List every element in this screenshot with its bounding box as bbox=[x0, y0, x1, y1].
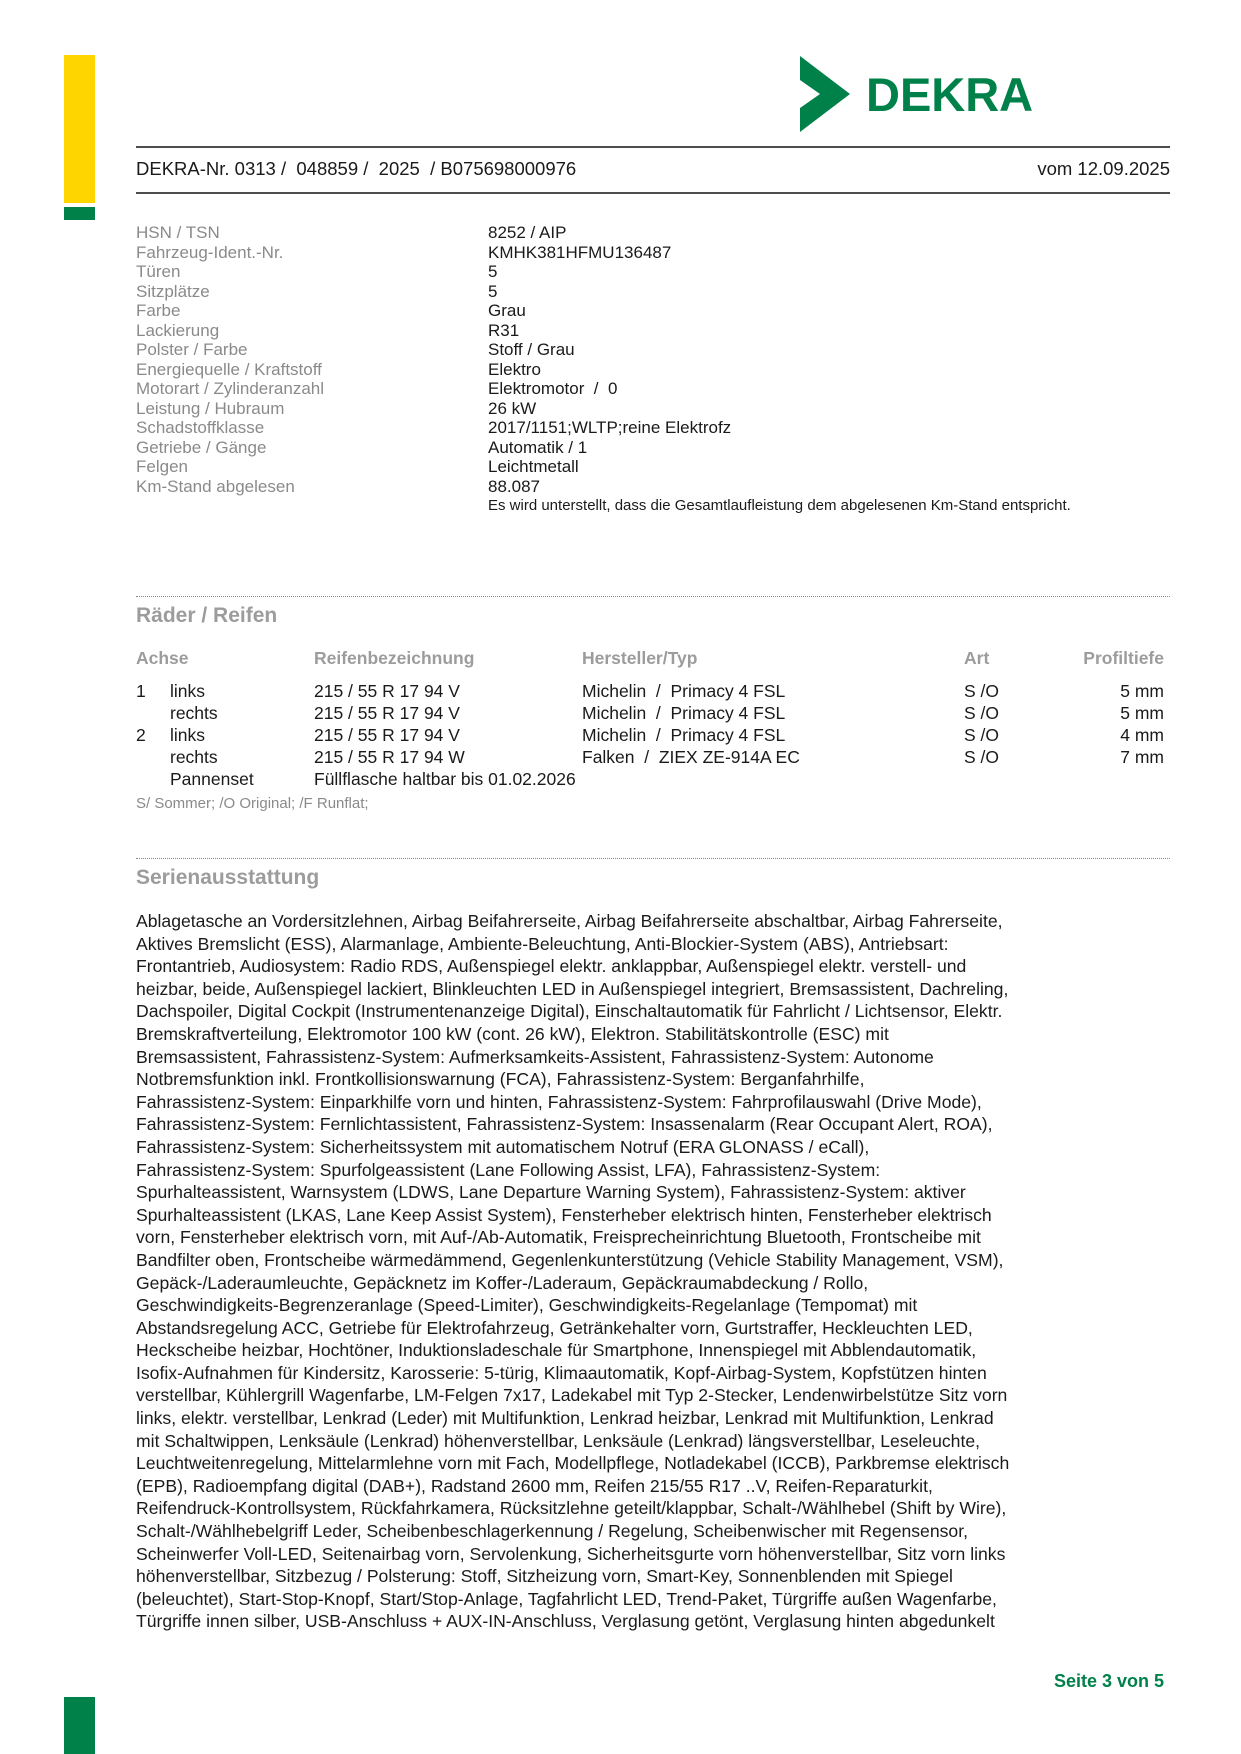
column-achse: Achse bbox=[136, 648, 189, 668]
vehicle-data-value: Automatik / 1 bbox=[488, 437, 588, 457]
tire-row bbox=[136, 680, 1164, 702]
vehicle-data-value: 26 kW bbox=[488, 398, 537, 418]
dekra-logo-text: DEKRA bbox=[866, 67, 1034, 121]
tire-table-body bbox=[136, 680, 1164, 790]
tire-maker: Michelin / Primacy 4 FSL bbox=[582, 703, 786, 723]
equipment-line: Aktives Bremslicht (ESS), Alarmanlage, Ambiente-Beleuchtung, Anti-Blockier-System (ABS), Antriebsart: bbox=[136, 933, 949, 954]
tire-maker bbox=[582, 768, 964, 790]
vehicle-data-row bbox=[136, 282, 1170, 302]
vehicle-data-value: KMHK381HFMU136487 bbox=[488, 242, 672, 262]
equipment-line: Geschwindigkeits-Begrenzeranlage (Speed-Limiter), Geschwindigkeits-Regelanlage (Tempomat) mit bbox=[136, 1295, 918, 1316]
tire-row bbox=[136, 746, 1164, 768]
equipment-line: Leuchtweitenregelung, Mittelarmlehne vorn mit Fach, Modellpflege, Notladekabel (ICCB), Parkbremse elektrisch bbox=[136, 1453, 1010, 1474]
tire-art bbox=[964, 768, 1054, 790]
column-reifenbezeichnung: Reifenbezeichnung bbox=[314, 648, 475, 668]
section-divider-tires bbox=[136, 596, 1170, 597]
tire-art: S /O bbox=[964, 725, 1000, 745]
tire-maker: Michelin / Primacy 4 FSL bbox=[582, 681, 786, 701]
tire-row bbox=[136, 768, 1164, 790]
left-green-bar bbox=[64, 207, 95, 220]
vehicle-data-row bbox=[136, 340, 1170, 360]
vehicle-data-row bbox=[136, 301, 1170, 321]
section-divider-equipment bbox=[136, 858, 1170, 859]
vehicle-data-label: Km-Stand abgelesen bbox=[136, 476, 295, 496]
equipment-line: links, elektr. verstellbar, Lenkrad (Leder) mit Multifunktion, Lenkrad heizbar, Lenkrad mit Multifunktion, Lenkrad bbox=[136, 1408, 994, 1429]
tire-depth bbox=[1054, 768, 1164, 790]
tire-axle: 2 bbox=[136, 725, 146, 745]
header-rule-top bbox=[136, 146, 1170, 148]
equipment-line: Türgriffe innen silber, USB-Anschluss + AUX-IN-Anschluss, Verglasung getönt, Verglasung hinten abgedunkelt bbox=[136, 1611, 995, 1632]
tire-axle bbox=[136, 702, 170, 724]
vehicle-data-value: 2017/1151;WLTP;reine Elektrofz bbox=[488, 418, 732, 437]
tire-axle bbox=[136, 768, 170, 790]
vehicle-data-label: Schadstoffklasse bbox=[136, 418, 265, 437]
equipment-line: höhenverstellbar, Sitzbezug / Polsterung: Stoff, Sitzheizung vorn, Smart-Key, Sonnenblenden mit Spiegel bbox=[136, 1566, 953, 1587]
tire-designation: 215 / 55 R 17 94 V bbox=[314, 703, 460, 723]
vehicle-data-value: 5 bbox=[488, 262, 498, 281]
vehicle-data-value: Grau bbox=[488, 301, 526, 320]
vehicle-data-label: Energiequelle / Kraftstoff bbox=[136, 359, 322, 379]
vehicle-data-value: Elektromotor / 0 bbox=[488, 379, 618, 398]
vehicle-data-value: 5 bbox=[488, 281, 498, 301]
vehicle-data-row bbox=[136, 243, 1170, 263]
equipment-line: Dachspoiler, Digital Cockpit (Instrumentenanzeige Digital), Einschaltautomatik für Fahrlicht / Lichtsensor, Elektr. bbox=[136, 1001, 1003, 1022]
vehicle-data-value: Stoff / Grau bbox=[488, 340, 575, 359]
equipment-line: Fahrassistenz-System: Fernlichtassistent, Fahrassistenz-System: Insassenalarm (Rear Occupant Alert, ROA), bbox=[136, 1114, 993, 1135]
vehicle-data-row bbox=[136, 399, 1170, 419]
tire-designation: 215 / 55 R 17 94 V bbox=[314, 725, 460, 745]
equipment-line: Abstandsregelung ACC, Getriebe für Elektrofahrzeug, Getränkehalter vorn, Gurtstraffer, Heckleuchten LED, bbox=[136, 1317, 973, 1338]
tire-row bbox=[136, 724, 1164, 746]
tire-depth: 4 mm bbox=[1120, 725, 1164, 745]
vehicle-data-label: Sitzplätze bbox=[136, 281, 210, 301]
column-hersteller-typ: Hersteller/Typ bbox=[582, 648, 698, 668]
vehicle-data-label: Fahrzeug-Ident.-Nr. bbox=[136, 242, 284, 262]
vehicle-data-label: Polster / Farbe bbox=[136, 340, 248, 359]
tire-art: S /O bbox=[964, 681, 1000, 701]
tire-axle bbox=[136, 746, 170, 768]
equipment-line: Fahrassistenz-System: Einparkhilfe vorn und hinten, Fahrassistenz-System: Fahrprofilauswahl (Drive Mode), bbox=[136, 1091, 982, 1112]
vehicle-data-label: Farbe bbox=[136, 301, 181, 320]
vehicle-data-value: Elektro bbox=[488, 359, 541, 379]
tire-depth: 7 mm bbox=[1120, 747, 1164, 767]
equipment-line: vorn, Fensterheber elektrisch vorn, mit Auf-/Ab-Automatik, Freisprecheinrichtung Bluetooth, Frontscheibe mit bbox=[136, 1227, 981, 1248]
column-profiltiefe: Profiltiefe bbox=[1083, 648, 1164, 668]
equipment-line: Frontantrieb, Audiosystem: Radio RDS, Außenspiegel elektr. anklappbar, Außenspiegel elektr. verstell- und bbox=[136, 956, 967, 977]
page-number: Seite 3 von 5 bbox=[1053, 1671, 1164, 1691]
tire-side: rechts bbox=[170, 747, 218, 767]
document-number-row bbox=[136, 158, 1170, 180]
dekra-arrow-icon bbox=[798, 56, 852, 132]
tire-maker: Michelin / Primacy 4 FSL bbox=[582, 725, 786, 745]
equipment-line: (beleuchtet), Start-Stop-Knopf, Start/Stop-Anlage, Tagfahrlicht LED, Trend-Paket, Türgriffe außen Wagenfarbe, bbox=[136, 1588, 997, 1609]
tire-art: S /O bbox=[964, 747, 1000, 767]
vehicle-data-section bbox=[136, 223, 1170, 496]
tire-designation: 215 / 55 R 17 94 V bbox=[314, 681, 460, 701]
equipment-line: Ablagetasche an Vordersitzlehnen, Airbag Beifahrerseite, Airbag Beifahrerseite abschaltbar, Airbag Fahrerseite, bbox=[136, 911, 1003, 931]
tire-side: links bbox=[170, 725, 206, 745]
vehicle-data-label: Getriebe / Gänge bbox=[136, 437, 267, 457]
vehicle-data-value: R31 bbox=[488, 320, 520, 340]
tire-depth: 5 mm bbox=[1120, 703, 1164, 723]
equipment-line: Notbremsfunktion inkl. Frontkollisionswarnung (FCA), Fahrassistenz-System: Berganfahrhilfe, bbox=[136, 1069, 865, 1090]
vehicle-data-label: Lackierung bbox=[136, 320, 220, 340]
vehicle-data-row bbox=[136, 321, 1170, 341]
vehicle-data-row bbox=[136, 438, 1170, 458]
equipment-line: Gepäck-/Laderaumleuchte, Gepäcknetz im Koffer-/Laderaum, Gepäckraumabdeckung / Rollo, bbox=[136, 1272, 869, 1293]
equipment-line: Reifendruck-Kontrollsystem, Rückfahrkamera, Rücksitzlehne geteilt/klappbar, Schalt-/Wählhebel (Shift by Wire), bbox=[136, 1498, 1007, 1519]
document-date: vom 12.09.2025 bbox=[1037, 158, 1170, 179]
equipment-line: Spurhalteassistent, Warnsystem (LDWS, Lane Departure Warning System), Fahrassistenz-System: aktiver bbox=[136, 1182, 966, 1203]
vehicle-data-row bbox=[136, 457, 1170, 477]
header-rule-bottom bbox=[136, 192, 1170, 194]
tire-maker: Falken / ZIEX ZE-914A EC bbox=[582, 747, 800, 767]
vehicle-data-row bbox=[136, 477, 1170, 497]
vehicle-data-value: Leichtmetall bbox=[488, 457, 579, 476]
equipment-line: Scheinwerfer Voll-LED, Seitenairbag vorn, Servolenkung, Sicherheitsgurte vorn höhenverstellbar, Sitz vorn links bbox=[136, 1543, 1006, 1564]
equipment-line: verstellbar, Kühlergrill Wagenfarbe, LM-Felgen 7x17, Ladekabel mit Typ 2-Stecker, Lendenwirbelstütze Sitz vorn bbox=[136, 1385, 1008, 1406]
dekra-number: DEKRA-Nr. 0313 / 048859 / 2025 / B075698000976 bbox=[136, 158, 577, 179]
left-yellow-bar bbox=[64, 55, 95, 203]
equipment-line: Fahrassistenz-System: Sicherheitssystem mit automatischem Notruf (ERA GLONASS / eCall), bbox=[136, 1136, 870, 1157]
vehicle-data-label: HSN / TSN bbox=[136, 223, 220, 242]
tire-table-header bbox=[136, 648, 1164, 669]
equipment-text bbox=[136, 910, 1176, 1633]
equipment-line: heizbar, beide, Außenspiegel lackiert, Blinkleuchten LED in Außenspiegel integriert, Bremsassistent, Dachreling, bbox=[136, 978, 1009, 999]
vehicle-data-row bbox=[136, 360, 1170, 380]
equipment-line: mit Schaltwippen, Lenksäule (Lenkrad) höhenverstellbar, Lenksäule (Lenkrad) längsverstellbar, Leseleuchte, bbox=[136, 1430, 981, 1451]
tire-legend: S/ Sommer; /O Original; /F Runflat; bbox=[136, 795, 369, 812]
vehicle-data-label: Motorart / Zylinderanzahl bbox=[136, 379, 325, 398]
tire-side: Pannenset bbox=[170, 769, 254, 789]
tire-designation: 215 / 55 R 17 94 W bbox=[314, 747, 465, 767]
tire-designation: Füllflasche haltbar bis 01.02.2026 bbox=[314, 769, 576, 789]
equipment-line: Bremskraftverteilung, Elektromotor 100 kW (cont. 26 kW), Elektron. Stabilitätskontrolle (ESC) mit bbox=[136, 1023, 889, 1044]
tires-section-heading: Räder / Reifen bbox=[136, 604, 278, 627]
equipment-line: Bremsassistent, Fahrassistenz-System: Aufmerksamkeits-Assistent, Fahrassistenz-System: Autonome bbox=[136, 1046, 934, 1067]
equipment-line: Heckscheibe heizbar, Hochtöner, Induktionsladeschale für Smartphone, Innenspiegel mit Abblendautomatik, bbox=[136, 1340, 977, 1361]
vehicle-data-row bbox=[136, 379, 1170, 399]
vehicle-data-row bbox=[136, 262, 1170, 282]
bottom-green-bar bbox=[64, 1697, 95, 1754]
vehicle-data-row bbox=[136, 418, 1170, 438]
equipment-section-heading: Serienausstattung bbox=[136, 866, 320, 889]
vehicle-data-label: Türen bbox=[136, 262, 181, 281]
tire-side: links bbox=[170, 681, 206, 701]
tire-art: S /O bbox=[964, 703, 1000, 723]
vehicle-data-label: Felgen bbox=[136, 457, 188, 476]
dekra-logo bbox=[798, 58, 1033, 130]
tire-axle: 1 bbox=[136, 681, 146, 701]
tire-side: rechts bbox=[170, 703, 218, 723]
tire-depth: 5 mm bbox=[1120, 681, 1164, 701]
equipment-line: (EPB), Radioempfang digital (DAB+), Radstand 2600 mm, Reifen 215/55 R17 ..V, Reifen-Reparaturkit, bbox=[136, 1475, 933, 1496]
equipment-line: Isofix-Aufnahmen für Kindersitz, Karosserie: 5-türig, Klimaautomatik, Kopf-Airbag-System, Kopfstützen hinten bbox=[136, 1362, 987, 1383]
equipment-line: Spurhalteassistent (LKAS, Lane Keep Assist System), Fensterheber elektrisch hinten, Fensterheber elektrisch bbox=[136, 1204, 992, 1225]
vehicle-data-label: Leistung / Hubraum bbox=[136, 398, 285, 418]
vehicle-data-value: 88.087 bbox=[488, 476, 540, 496]
equipment-line: Schalt-/Wählhebelgriff Leder, Scheibenbeschlagerkennung / Regelung, Scheibenwischer mit Regensensor, bbox=[136, 1521, 968, 1542]
tire-row bbox=[136, 702, 1164, 724]
column-art: Art bbox=[964, 648, 990, 668]
km-note: Es wird unterstellt, dass die Gesamtlaufleistung dem abgelesenen Km-Stand entspricht. bbox=[488, 497, 1071, 514]
vehicle-data-value: 8252 / AIP bbox=[488, 223, 567, 242]
vehicle-data-row bbox=[136, 223, 1170, 243]
equipment-line: Bandfilter oben, Frontscheibe wärmedämmend, Gegenlenkunterstützung (Vehicle Stability Management, VSM), bbox=[136, 1249, 1004, 1270]
equipment-line: Fahrassistenz-System: Spurfolgeassistent (Lane Following Assist, LFA), Fahrassistenz-System: bbox=[136, 1159, 881, 1180]
